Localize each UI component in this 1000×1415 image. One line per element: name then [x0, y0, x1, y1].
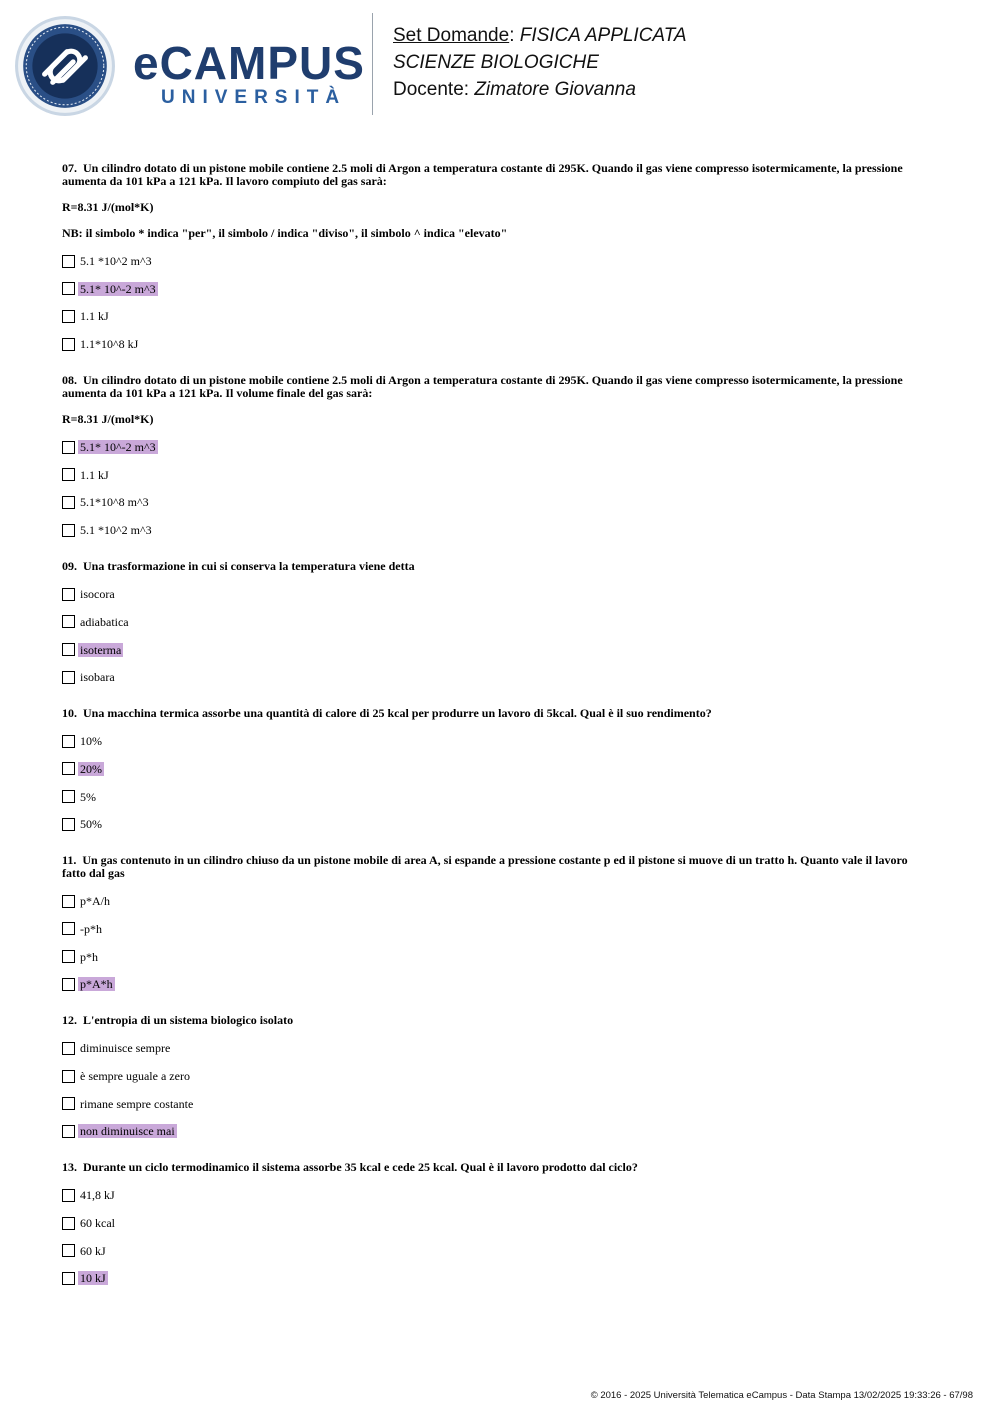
answer-option[interactable]: [62, 1040, 932, 1056]
answer-checkbox[interactable]: [62, 978, 75, 991]
answer-checkbox[interactable]: [62, 282, 75, 295]
answer-label: 5.1 *10^2 m^3: [80, 254, 152, 268]
question-body: L'entropia di un sistema biologico isolato: [83, 1013, 294, 1028]
answer-option[interactable]: [62, 669, 932, 685]
answer-checkbox[interactable]: [62, 818, 75, 831]
answer-label: 1.1 kJ: [80, 309, 109, 324]
header-info: [393, 22, 687, 103]
answer-checkbox[interactable]: [62, 441, 75, 454]
question-body: Un cilindro dotato di un pistone mobile contiene 2.5 moli di Argon a temperatura costante di 295K. Quando il gas viene compresso isotermicamente, la pressione aumenta da 101 kPa a 121 kPa. Il volume finale del gas sarà:: [62, 373, 903, 401]
answer-option[interactable]: [62, 614, 932, 630]
question-2: [62, 560, 932, 685]
question-body: Un cilindro dotato di un pistone mobile contiene 2.5 moli di Argon a temperatura costante di 295K. Quando il gas viene compresso isotermicamente, la pressione aumenta da 101 kPa a 121 kPa. Il lavoro compiuto del gas sarà:: [62, 161, 903, 188]
ecampus-logo: [133, 37, 365, 110]
header-divider: [372, 13, 373, 115]
question-body: Un gas contenuto in un cilindro chiuso da un pistone mobile di area A, si espande a pressione costante p ed il pistone si muove di un tratto h. Quanto vale il lavoro fatto dal gas: [62, 853, 908, 881]
answer-option[interactable]: [62, 733, 932, 749]
answer-label: isocora: [80, 587, 115, 602]
answer-label: è sempre uguale a zero: [80, 1069, 190, 1083]
question-text: [62, 854, 932, 880]
program-name: SCIENZE BIOLOGICHE: [393, 52, 599, 73]
ecampus-seal-icon: [14, 15, 116, 117]
question-body: Durante un ciclo termodinamico il sistema assorbe 35 kcal e cede 25 kcal. Qual è il lavoro prodotto dal ciclo?: [83, 1160, 638, 1175]
answer-label: isobara: [80, 670, 115, 685]
answer-label: adiabatica: [80, 614, 129, 629]
answer-checkbox[interactable]: [62, 1070, 75, 1083]
answer-label: p*h: [80, 949, 98, 964]
answer-label: 1.1*10^8 kJ: [80, 337, 139, 352]
answer-option[interactable]: [62, 522, 932, 538]
logo-subtitle: UNIVERSITÀ: [161, 87, 347, 108]
question-body: Una macchina termica assorbe una quantità di calore di 25 kcal per produrre un lavoro di 5kcal. Qual è il suo rendimento?: [83, 706, 712, 721]
answer-checkbox[interactable]: [62, 643, 75, 656]
answer-checkbox[interactable]: [62, 468, 75, 481]
answer-checkbox[interactable]: [62, 895, 75, 908]
answer-checkbox[interactable]: [62, 338, 75, 351]
answer-option[interactable]: [62, 642, 932, 658]
answer-checkbox[interactable]: [62, 1097, 75, 1110]
answer-label: 50%: [80, 817, 102, 832]
answer-option[interactable]: [62, 976, 932, 992]
answer-checkbox[interactable]: [62, 762, 75, 775]
answer-checkbox[interactable]: [62, 615, 75, 628]
answer-option[interactable]: [62, 1123, 932, 1139]
answer-label: 41,8 kJ: [80, 1188, 115, 1203]
question-body: Una trasformazione in cui si conserva la temperatura viene detta: [83, 559, 415, 574]
question-text: [62, 374, 932, 400]
page-footer: © 2016 - 2025 Università Telematica eCampus - Data Stampa 13/02/2025 19:33:26 - 67/98: [590, 1390, 973, 1401]
answer-option[interactable]: [62, 893, 932, 909]
answer-checkbox[interactable]: [62, 735, 75, 748]
answer-label-highlighted: 20%: [80, 761, 102, 776]
answer-checkbox[interactable]: [62, 310, 75, 323]
teacher-label: Docente:: [393, 79, 475, 100]
answer-option[interactable]: [62, 1215, 932, 1231]
question-text: [62, 162, 932, 188]
answer-option[interactable]: [62, 949, 932, 965]
answer-option[interactable]: [62, 494, 932, 510]
answer-label-highlighted: non diminuisce mai: [80, 1124, 175, 1139]
answer-label: -p*h: [80, 921, 102, 936]
answer-option[interactable]: [62, 1068, 932, 1084]
question-number: 12.: [62, 1013, 77, 1028]
answer-option[interactable]: [62, 1187, 932, 1203]
set-label: Set Domande: [393, 25, 510, 46]
question-text: [62, 1161, 932, 1174]
answer-option[interactable]: [62, 761, 932, 777]
answer-option[interactable]: [62, 816, 932, 832]
answer-checkbox[interactable]: [62, 255, 75, 268]
answer-checkbox[interactable]: [62, 1272, 75, 1285]
answer-label: 10%: [80, 734, 102, 749]
question-5: [62, 1014, 932, 1139]
question-text: [62, 560, 932, 573]
header-line-teacher: [393, 76, 687, 103]
answer-option[interactable]: [62, 253, 932, 269]
answer-option[interactable]: [62, 1096, 932, 1112]
question-number: 11.: [62, 853, 77, 868]
question-0: [62, 162, 932, 352]
answer-label: diminuisce sempre: [80, 1041, 171, 1056]
answer-label: 60 kJ: [80, 1243, 106, 1258]
answer-checkbox[interactable]: [62, 1189, 75, 1202]
answer-option[interactable]: [62, 467, 932, 483]
answer-label-highlighted: isoterma: [80, 642, 122, 657]
question-text: [62, 1014, 932, 1027]
answer-checkbox[interactable]: [62, 1125, 75, 1138]
answer-label: 5%: [80, 789, 96, 804]
question-number: 09.: [62, 559, 77, 574]
question-3: [62, 707, 932, 832]
answer-option[interactable]: [62, 308, 932, 324]
question-list: [62, 162, 932, 1308]
header-line-course: [393, 22, 687, 49]
question-number: 07.: [62, 161, 77, 175]
answer-checkbox[interactable]: [62, 496, 75, 509]
answer-label-highlighted: 10 kJ: [80, 1271, 106, 1286]
answer-option[interactable]: [62, 586, 932, 602]
question-1: [62, 374, 932, 538]
answer-option[interactable]: [62, 281, 932, 297]
answer-checkbox[interactable]: [62, 524, 75, 537]
question-number: 10.: [62, 706, 77, 721]
answer-label: p*A/h: [80, 894, 110, 909]
question-note: R=8.31 J/(mol*K): [62, 412, 154, 427]
question-6: [62, 1161, 932, 1286]
answer-label: 60 kcal: [80, 1216, 115, 1231]
page-header: [0, 0, 1000, 130]
answer-option[interactable]: [62, 336, 932, 352]
course-name: FISICA APPLICATA: [519, 25, 687, 46]
answer-checkbox[interactable]: [62, 1217, 75, 1230]
answer-option[interactable]: [62, 1270, 932, 1286]
answer-option[interactable]: [62, 921, 932, 937]
answer-label-highlighted: 5.1* 10^-2 m^3: [80, 281, 156, 296]
logo-wordmark: eCAMPUS: [133, 37, 365, 89]
answer-option[interactable]: [62, 789, 932, 805]
answer-label-highlighted: 5.1* 10^-2 m^3: [80, 440, 156, 455]
teacher-name: Zimatore Giovanna: [474, 79, 636, 100]
question-text: [62, 707, 932, 720]
answer-checkbox[interactable]: [62, 1244, 75, 1257]
answer-checkbox[interactable]: [62, 922, 75, 935]
question-number: 08.: [62, 373, 77, 388]
answer-label: 1.1 kJ: [80, 467, 109, 482]
answer-label: rimane sempre costante: [80, 1096, 194, 1111]
answer-checkbox[interactable]: [62, 588, 75, 601]
question-4: [62, 854, 932, 992]
question-note: R=8.31 J/(mol*K): [62, 200, 154, 214]
question-number: 13.: [62, 1160, 77, 1175]
answer-option[interactable]: [62, 1243, 932, 1259]
answer-label: 5.1*10^8 m^3: [80, 495, 149, 510]
set-separator: :: [509, 25, 520, 46]
answer-label-highlighted: p*A*h: [80, 977, 113, 992]
question-note: NB: il simbolo * indica "per", il simbolo / indica "diviso", il simbolo ^ indica "elevato": [62, 226, 508, 240]
answer-label: 5.1 *10^2 m^3: [80, 523, 152, 538]
answer-checkbox[interactable]: [62, 1042, 75, 1055]
answer-checkbox[interactable]: [62, 671, 75, 684]
answer-option[interactable]: [62, 439, 932, 455]
answer-checkbox[interactable]: [62, 790, 75, 803]
answer-checkbox[interactable]: [62, 950, 75, 963]
